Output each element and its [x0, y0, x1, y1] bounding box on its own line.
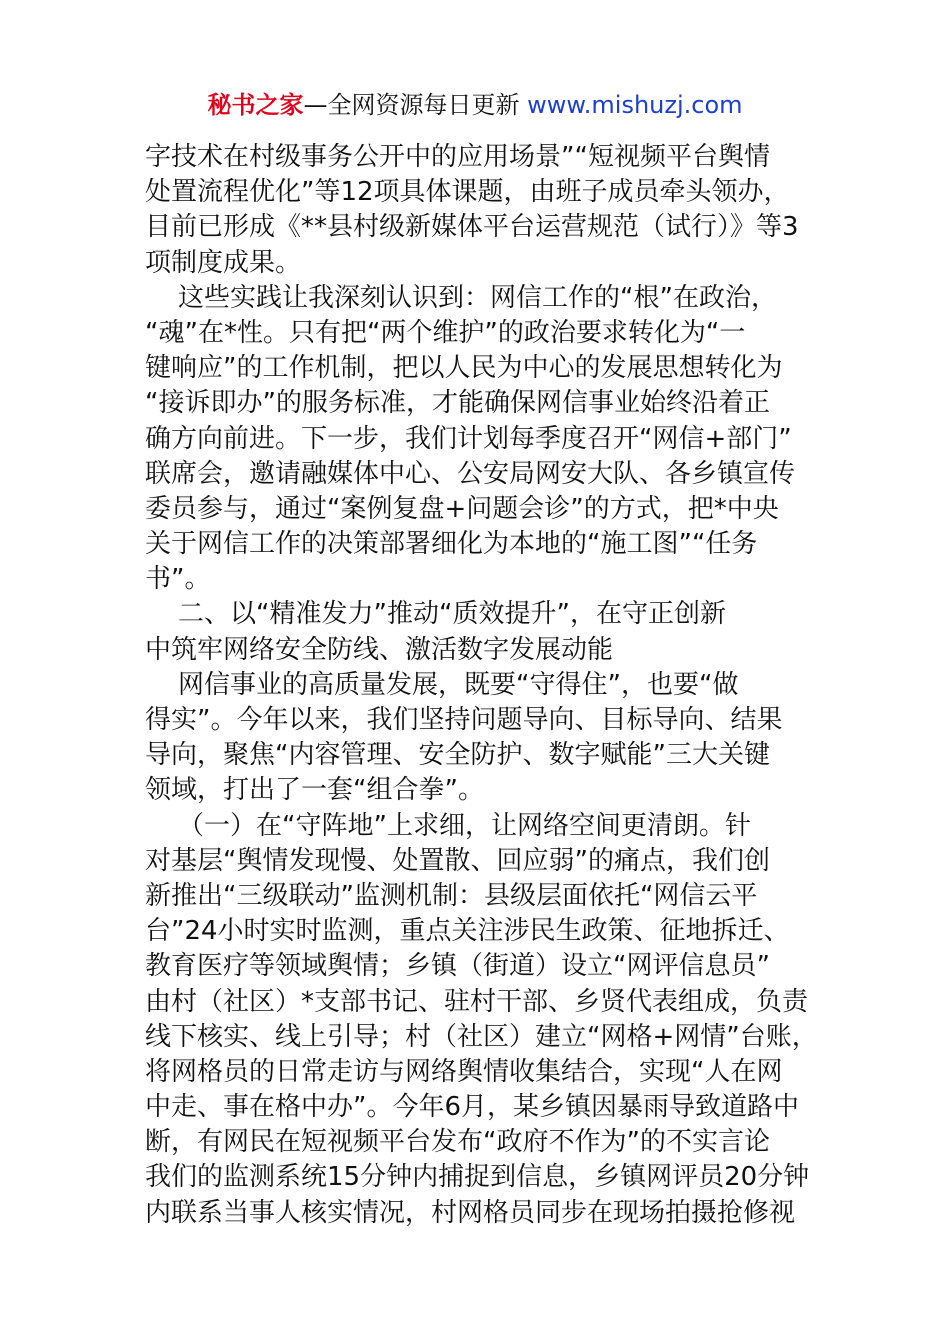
text-line: 这些实践让我深刻认识到：网信工作的“根”在政治， [145, 282, 777, 313]
site-brand: 秘书之家 [207, 91, 304, 119]
text-line: 目前已形成《**县村级新媒体平台运营规范（试行）》等3 [145, 212, 799, 243]
text-line: 二、以“精准发力”推动“质效提升”，在守正创新 [145, 599, 726, 630]
text-line: 对基层“舆情发现慢、处置散、回应弱”的痛点，我们创 [145, 845, 770, 876]
text-line: 处置流程优化”等12项具体课题，由班子成员牵头领办， [145, 177, 790, 208]
text-line: 键响应”的工作机制，把以人民为中心的发展思想转化为 [145, 353, 783, 384]
text-line: 内联系当事人核实情况，村网格员同步在现场拍摄抢修视 [145, 1197, 796, 1228]
text-line: “接诉即办”的服务标准，才能确保网信事业始终沿着正 [145, 388, 770, 419]
document-body [145, 140, 825, 1231]
text-line: 委员参与，通过“案例复盘+问题会诊”的方式，把*中央 [145, 493, 779, 524]
text-line: 得实”。今年以来，我们坚持问题导向、目标导向、结果 [145, 705, 783, 735]
text-line: 导向，聚焦“内容管理、安全防护、数字赋能”三大关键 [145, 740, 770, 771]
site-header [0, 88, 950, 122]
site-url-link[interactable]: www.mishuzj.com [527, 91, 743, 119]
text-line: 将网格员的日常走访与网络舆情收集结合，实现“人在网 [145, 1056, 783, 1087]
site-tagline: —全网资源每日更新 [303, 91, 528, 119]
text-line: 网信事业的高质量发展，既要“守得住”，也要“做 [145, 669, 739, 700]
text-line: 项制度成果。 [145, 247, 302, 278]
text-line: 联席会，邀请融媒体中心、公安局网安大队、各乡镇宣传 [145, 458, 796, 489]
text-line: 台”24小时实时监测，重点关注涉民生政策、征地拆迁、 [145, 916, 790, 947]
text-line: 新推出“三级联动”监测机制：县级层面依托“网信云平 [145, 880, 758, 911]
text-line: 领域，打出了一套“组合拳”。 [145, 775, 484, 806]
text-line: 确方向前进。下一步，我们计划每季度召开“网信+部门” [145, 423, 792, 454]
text-line: 书”。 [145, 564, 211, 595]
text-line: 我们的监测系统15分钟内捕捉到信息，乡镇网评员20分钟 [145, 1162, 810, 1193]
text-line: 由村（社区）*支部书记、驻村干部、乡贤代表组成，负责 [145, 986, 809, 1017]
text-line: 教育医疗等领域舆情；乡镇（街道）设立“网评信息员” [145, 951, 770, 982]
text-line: “魂”在*性。只有把“两个维护”的政治要求转化为“一 [145, 317, 746, 348]
text-line: （一）在“守阵地”上求细，让网络空间更清朗。针 [145, 810, 751, 841]
text-line: 字技术在村级事务公开中的应用场景”“短视频平台舆情 [145, 142, 770, 172]
text-line: 中走、事在格中办”。今年6月，某乡镇因暴雨导致道路中 [145, 1092, 800, 1123]
text-line: 关于网信工作的决策部署细化为本地的“施工图”“任务 [145, 529, 758, 560]
text-line: 断，有网民在短视频平台发布“政府不作为”的不实言论 [145, 1127, 770, 1158]
text-line: 线下核实、线上引导；村（社区）建立“网格+网情”台账， [145, 1021, 818, 1052]
text-line: 中筑牢网络安全防线、激活数字发展动能 [145, 634, 614, 665]
